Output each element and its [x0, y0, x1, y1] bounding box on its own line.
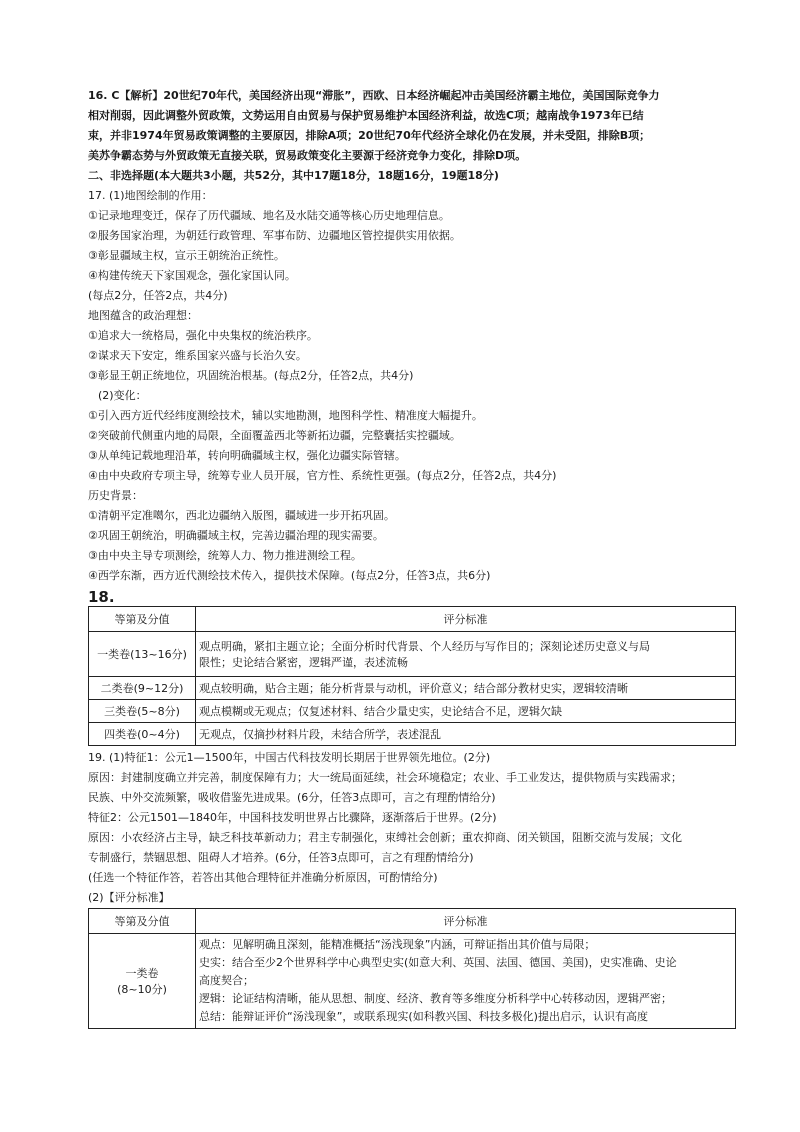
- q19-line: 专制盛行，禁锢思想、阻碍人才培养。(6分，任答3点即可，言之有理酌情给分): [88, 851, 474, 864]
- level-name: 一类卷: [125, 967, 159, 980]
- q16-analysis: [88, 86, 738, 166]
- table-header-row: [89, 607, 736, 632]
- criteria-line: 高度契合；: [199, 974, 254, 987]
- criteria-cell: 观点模糊或无观点；仅复述材料、结合少量史实，史论结合不足，逻辑欠缺: [196, 700, 736, 723]
- q19-scoring-table: [88, 908, 736, 1029]
- q19-line: 特征2：公元1501—1840年，中国科技发明世界占比骤降，逐渐落后于世界。(2分): [88, 811, 497, 824]
- q19-line: 原因：封建制度确立并完善，制度保障有力；大一统局面延续，社会环境稳定；农业、手工业发达，提供物质与实践需求；: [88, 771, 682, 784]
- q19-answer: [88, 748, 738, 908]
- score-note: (每点2分，任答2点，共4分): [88, 289, 228, 302]
- q19-line: (任选一个特征作答，若答出其他合理特征并准确分析原因，可酌情给分): [88, 871, 438, 884]
- criteria-cell: [196, 632, 736, 677]
- list-item: ①清朝平定准噶尔，西北边疆纳入版图，疆域进一步开拓巩固。: [88, 509, 395, 522]
- table-header-criteria: 评分标准: [196, 607, 736, 632]
- criteria-line: 观点明确，紧扣主题立论；全面分析时代背景、个人经历与写作目的；深刻论述历史意义与局: [199, 640, 650, 653]
- criteria-line: 史实：结合至少2个世界科学中心典型史实(如意大利、英国、法国、德国、美国)，史实准确、史论: [199, 956, 677, 969]
- q19-line: 民族、中外交流频繁，吸收借鉴先进成果。(6分，任答3点即可，言之有理酌情给分): [88, 791, 496, 804]
- table-row: [89, 677, 736, 700]
- table-row: [89, 723, 736, 746]
- criteria-line: 限性；史论结合紧密，逻辑严谨，表述流畅: [199, 656, 408, 669]
- q17-ideals-title: 地图蕴含的政治理想：: [88, 309, 198, 322]
- section-heading: 二、非选择题(本大题共3小题，共52分，其中17题18分，18题16分，19题18分): [88, 169, 499, 182]
- list-item: ④西学东渐，西方近代测绘技术传入，提供技术保障。(每点2分，任答3点，共6分): [88, 569, 491, 582]
- list-item: ④由中央政府专项主导，统筹专业人员开展，官方性、系统性更强。(每点2分，任答2点，共4分): [88, 469, 557, 482]
- criteria-line: 逻辑：论证结构清晰，能从思想、制度、经济、教育等多维度分析科学中心转移动因，逻辑严密；: [199, 992, 672, 1005]
- table-header-criteria: 评分标准: [196, 909, 736, 934]
- q17-background-title: 历史背景：: [88, 489, 143, 502]
- q17-part1-title: 17. (1)地图绘制的作用：: [88, 189, 213, 202]
- list-item: ③从单纯记载地理沿革，转向明确疆域主权，强化边疆实际管辖。: [88, 449, 406, 462]
- criteria-cell: 观点较明确，贴合主题；能分析背景与动机，评价意义；结合部分教材史实，逻辑较清晰: [196, 677, 736, 700]
- criteria-cell: 无观点，仅摘抄材料片段，未结合所学，表述混乱: [196, 723, 736, 746]
- criteria-line: 观点：见解明确且深刻，能精准概括“汤浅现象”内涵，可辩证指出其价值与局限；: [199, 938, 596, 951]
- q16-line: 美苏争霸态势与外贸政策无直接关联，贸易政策变化主要源于经济竞争力变化，排除D项。: [88, 149, 527, 162]
- list-item: ①追求大一统格局，强化中央集权的统治秩序。: [88, 329, 318, 342]
- list-item: ④构建传统天下家国观念，强化家国认同。: [88, 269, 296, 282]
- level-cell: [89, 934, 196, 1029]
- list-item: ①记录地理变迁，保存了历代疆域、地名及水陆交通等核心历史地理信息。: [88, 209, 450, 222]
- criteria-line: 总结：能辩证评价“汤浅现象”，或联系现实(如科教兴国、科技多极化)提出启示，认识有高度: [199, 1010, 648, 1023]
- list-item: ②谋求天下安定，维系国家兴盛与长治久安。: [88, 349, 307, 362]
- table-header-row: [89, 909, 736, 934]
- list-item: ③彰显王朝正统地位，巩固统治根基。(每点2分，任答2点，共4分): [88, 369, 414, 382]
- list-item: ③彰显疆域主权，宣示王朝统治正统性。: [88, 249, 285, 262]
- q19-part2-title: (2)【评分标准】: [88, 891, 170, 904]
- criteria-cell: [196, 934, 736, 1029]
- q16-line: 束，并非1974年贸易政策调整的主要原因，排除A项；20世纪70年代经济全球化仍在发展，并未受阻，排除B项；: [88, 129, 651, 142]
- level-cell: 四类卷(0~4分): [89, 723, 196, 746]
- list-item: ①引入西方近代经纬度测绘技术，辅以实地勘测，地图科学性、精准度大幅提升。: [88, 409, 483, 422]
- level-score: (8~10分): [117, 983, 167, 996]
- level-cell: 一类卷(13~16分): [89, 632, 196, 677]
- list-item: ③由中央主导专项测绘，统筹人力、物力推进测绘工程。: [88, 549, 362, 562]
- list-item: ②服务国家治理，为朝廷行政管理、军事布防、边疆地区管控提供实用依据。: [88, 229, 461, 242]
- table-header-level: 等第及分值: [89, 909, 196, 934]
- q18-scoring-table: [88, 606, 736, 746]
- table-row: [89, 632, 736, 677]
- q19-line: 原因：小农经济占主导，缺乏科技革新动力；君主专制强化，束缚社会创新；重农抑商、闭关锁国，阻断交流与发展；文化: [88, 831, 682, 844]
- q19-line: 19. (1)特征1：公元1—1500年，中国古代科技发明长期居于世界领先地位。(2分): [88, 751, 491, 764]
- table-row: [89, 934, 736, 1029]
- q17-answer: [88, 186, 738, 586]
- table-header-level: 等第及分值: [89, 607, 196, 632]
- level-cell: 三类卷(5~8分): [89, 700, 196, 723]
- q17-part2-title: (2)变化：: [98, 389, 147, 402]
- q18-label: 18.: [88, 588, 115, 606]
- table-row: [89, 700, 736, 723]
- level-cell: 二类卷(9~12分): [89, 677, 196, 700]
- q16-line: 16. C【解析】20世纪70年代，美国经济出现“滞胀”，西欧、日本经济崛起冲击美国经济霸主地位，美国国际竞争力: [88, 89, 660, 102]
- list-item: ②突破前代侧重内地的局限，全面覆盖西北等新拓边疆，完整囊括实控疆域。: [88, 429, 461, 442]
- q16-line: 相对削弱，因此调整外贸政策，文势运用自由贸易与保护贸易维护本国经济利益，故选C项；越南战争1973年已结: [88, 109, 644, 122]
- list-item: ②巩固王朝统治，明确疆域主权，完善边疆治理的现实需要。: [88, 529, 384, 542]
- answer-page: [88, 86, 738, 1029]
